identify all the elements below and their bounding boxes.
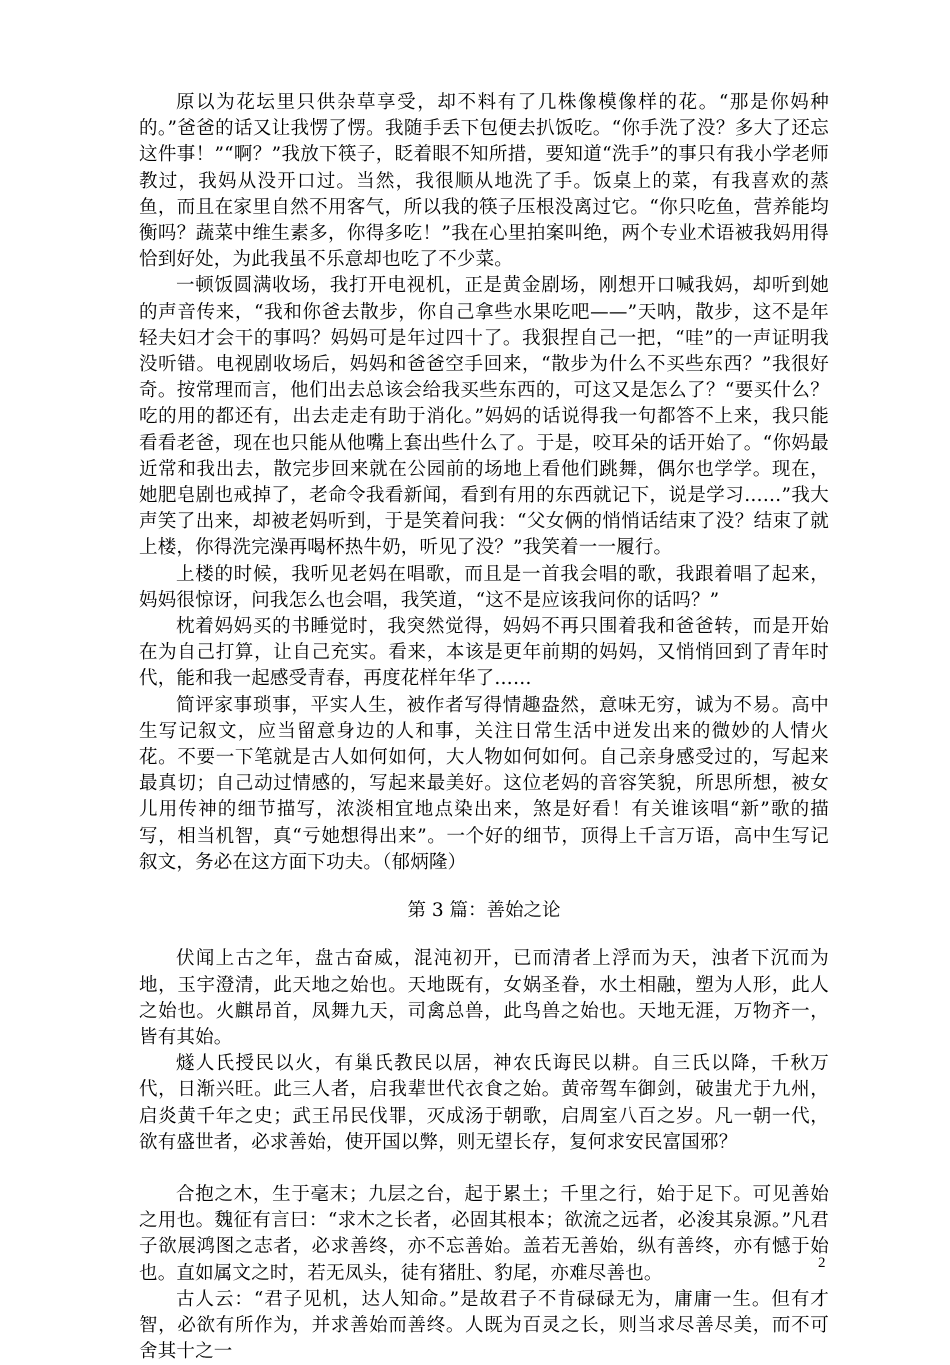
page-number: 2 (818, 1255, 826, 1271)
paragraph: 原以为花坛里只供杂草享受，却不料有了几株像模像样的花。“那是你妈种的。”爸爸的话又让我愣了愣。我随手丢下包便去扒饭吃。“你手洗了没？多大了还忘这件事！”“啊？”我放下筷子，眨着眼不知所措，要知道“洗手”的事只有我小学老师教过，我妈从没开口过。当然，我很顺从地洗了手。饭桌上的菜，有我喜欢的蒸鱼，而且在家里自然不用客气，所以我的筷子压根没离过它。“你只吃鱼，营养能均衡吗？蔬菜中维生素多，你得多吃！”我在心里拍案叫绝，两个专业术语被我妈用得恰到好处，为此我虽不乐意却也吃了不少菜。 (139, 92, 829, 271)
paragraph-gap (139, 1156, 829, 1182)
paragraph: 枕着妈妈买的书睡觉时，我突然觉得，妈妈不再只围着我和爸爸转，而是开始在为自己打算，让自己充实。看来，本该是更年前期的妈妈，又悄悄回到了青年时代，能和我一起感受青春，再度花样年华了…… (139, 616, 829, 690)
essay-body-previous (139, 90, 829, 876)
paragraph: 一顿饭圆满收场，我打开电视机，正是黄金剧场，刚想开口喊我妈，却听到她的声音传来，“我和你爸去散步，你自己拿些水果吃吧——”天呐，散步，这不是年轻夫妇才会干的事吗？妈妈可是年过四十了。我狠捏自己一把，“哇”的一声证明我没听错。电视剧收场后，妈妈和爸爸空手回来，“散步为什么不买些东西？”我很好奇。按常理而言，他们出去总该会给我买些东西的，可这又是怎么了？“要买什么？吃的用的都还有，出去走走有助于消化。”妈妈的话说得我一句都答不上来，我只能看看老爸，现在也只能从他嘴上套出些什么了。于是，咬耳朵的话开始了。“你妈最近常和我出去，散完步回来就在公园前的场地上看他们跳舞，偶尔也学学。现在，她肥皂剧也戒掉了，老命令我看新闻，看到有用的东西就记下，说是学习……”我大声笑了出来，却被老妈听到，于是笑着问我：“父女俩的悄悄话结束了没？结束了就上楼，你得洗完澡再喝杯热牛奶，听见了没？”我笑着一一履行。 (139, 275, 829, 559)
essay-body-section-3 (139, 946, 829, 1365)
paragraph: 上楼的时候，我听见老妈在唱歌，而且是一首我会唱的歌，我跟着唱了起来，妈妈很惊讶，问我怎么也会唱，我笑道，“这不是应该我问你的话吗？” (139, 563, 829, 611)
paragraph: 合抱之木，生于毫末；九层之台，起于累土；千里之行，始于足下。可见善始之用也。魏征有言曰：“求木之长者，必固其根本；欲流之远者，必浚其泉源。”凡君子欲展鸿图之志者，必求善终，亦不忘善始。盖若无善始，纵有善终，亦有憾于始也。直如属文之时，若无凤头，徒有猪肚、豹尾，亦难尽善也。 (139, 1183, 829, 1284)
section-title: 第 3 篇：善始之论 (407, 900, 561, 922)
paragraph: 燧人氏授民以火，有巢氏教民以居，神农氏诲民以耕。自三氏以降，千秋万代，日渐兴旺。此三人者，启我辈世代衣食之始。黄帝驾车御剑，破蚩尤于九州，启炎黄千年之史；武王吊民伐罪，灭成汤于朝歌，启周室八百之岁。凡一朝一代，欲有盛世者，必求善始，使开国以弊，则无望长存，复何求安民富国邪？ (139, 1053, 829, 1153)
commentary-paragraph: 简评家事琐事，平实人生，被作者写得情趣盎然，意味无穷，诚为不易。高中生写记叙文，应当留意身边的人和事，关注日常生活中迸发出来的微妙的人情火花。不要一下笔就是古人如何如何，大人物如何如何。自己亲身感受过的，写起来最真切；自己动过情感的，写起来最美好。这位老妈的音容笑貌，所思所想，被女儿用传神的细节描写，浓淡相宜地点染出来，煞是好看！有关谁该唱“新”歌的描写，相当机智，真“亏她想得出来”。一个好的细节，顶得上千言万语，高中生写记叙文，务必在这方面下功夫。（郁炳隆） (139, 694, 829, 873)
document-page (139, 90, 829, 1365)
paragraph: 古人云：“君子见机，达人知命。”是故君子不肯碌碌无为，庸庸一生。但有才智，必欲有所作为，并求善始而善终。人既为百灵之长，则当求尽善尽美，而不可舍其十之一 (139, 1288, 829, 1363)
paragraph: 伏闻上古之年，盘古奋威，混沌初开，已而清者上浮而为天，浊者下沉而为地，玉宇澄清，此天地之始也。天地既有，女娲圣眷，水土相融，塑为人形，此人之始也。火麒昂首，凤舞九天，司禽总兽，此鸟兽之始也。天地无涯，万物齐一，皆有其始。 (139, 948, 829, 1048)
